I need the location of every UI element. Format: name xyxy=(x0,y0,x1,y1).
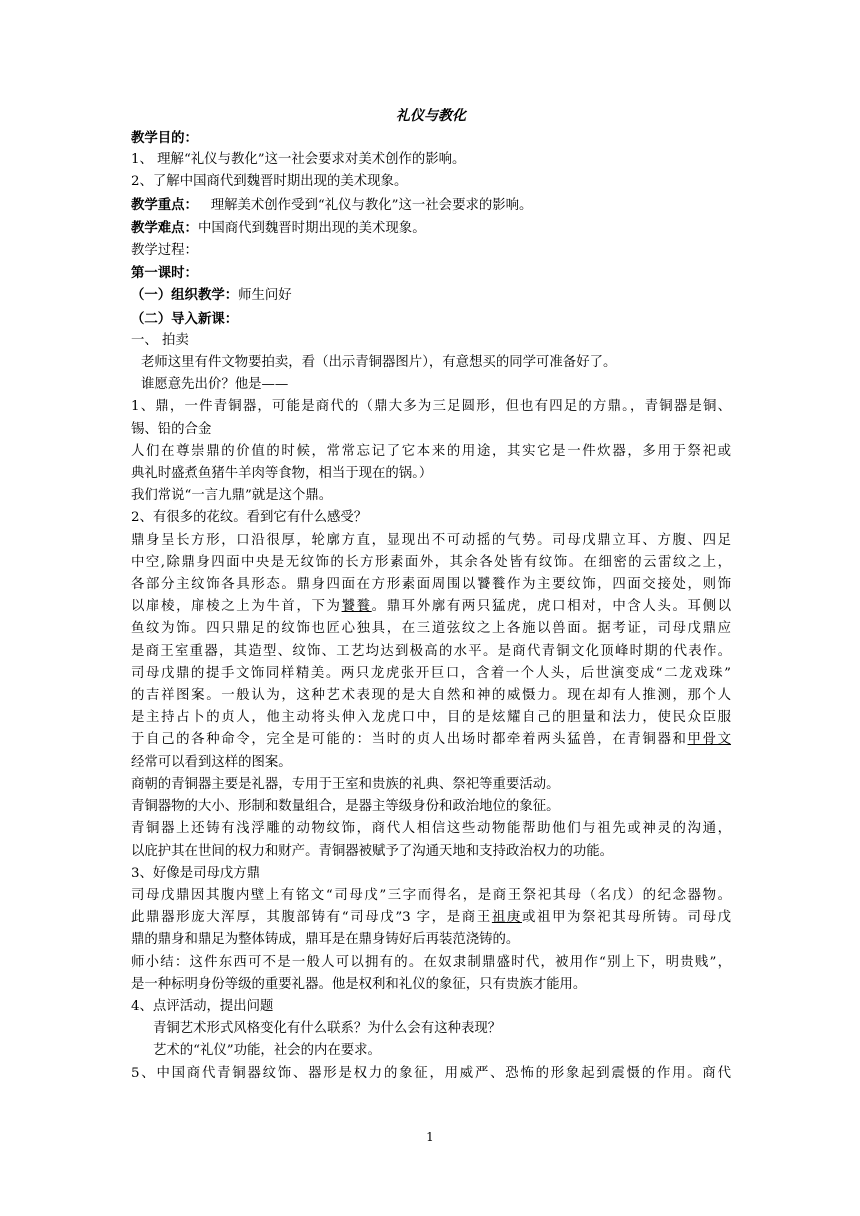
goal-item-1: 1、 理解“礼仪与教化”这一社会要求对美术创作的影响。 xyxy=(131,152,466,168)
item-1-line-5: 我们常说“一言九鼎”就是这个鼎。 xyxy=(131,488,333,504)
item-2-line-10 xyxy=(131,729,731,751)
document-title: 礼仪与教化 xyxy=(396,108,466,124)
item-1-line-3: 人们在尊崇鼎的价值的时候，常常忘记了它本来的用途，其实它是一件炊器，多用于祭祀或 xyxy=(131,443,731,459)
item-4-line-2: 艺术的“礼仪”功能，社会的内在要求。 xyxy=(153,1043,381,1059)
difficulty-line xyxy=(131,217,731,240)
item-2-line-10-a: 于自己的各种命令，完全是可能的：当时的贞人出场时都牵着两头猛兽，在青铜器和 xyxy=(131,732,688,748)
item-3-heading: 3、好像是司母戊方鼎 xyxy=(131,865,261,881)
item-2-line-9: 是主持占卜的贞人，他主动将头伸入龙虎口中，目的是炫耀自己的胆量和法力，使民众臣服 xyxy=(131,710,731,726)
item-5-line-1: 5、中国商代青铜器纹饰、器形是权力的象征，用威严、恐怖的形象起到震慑的作用。商代 xyxy=(131,1065,731,1081)
section-1-text: 师生问好 xyxy=(238,288,292,304)
key-point-text: 理解美术创作受到“礼仪与教化”这一社会要求的影响。 xyxy=(210,197,533,213)
section-1-line xyxy=(131,284,731,307)
item-2-line-14: 青铜器上还铸有浅浮雕的动物纹饰，商代人相信这些动物能帮助他们与祖先或神灵的沟通， xyxy=(131,821,731,837)
document-body xyxy=(131,105,731,1085)
item-2-line-3: 各部分主纹饰各具形态。鼎身四面在方形素面周围以饕餮作为主要纹饰，四面交接处，则饰 xyxy=(131,577,731,593)
auction-paragraph-2: 谁愿意先出价？他是—— xyxy=(141,377,289,393)
item-4-heading: 4、点评活动，提出问题 xyxy=(131,998,274,1014)
goal-item-2: 2、了解中国商代到魏晋时期出现的美术现象。 xyxy=(131,174,408,190)
zugeng-link[interactable]: 祖庚 xyxy=(491,910,522,926)
goal-heading: 教学目的： xyxy=(131,130,198,146)
item-2-line-13: 青铜器物的大小、形制和数量组合，是器主等级身份和政治地位的象征。 xyxy=(131,799,560,815)
key-point-line xyxy=(131,194,731,217)
difficulty-label: 教学难点： xyxy=(131,219,198,236)
difficulty-text: 中国商代到魏晋时期出现的美术现象。 xyxy=(197,220,426,236)
item-2-line-15: 以庇护其在世间的权力和财产。青铜器被赋予了沟通天地和支持政治权力的功能。 xyxy=(131,843,614,859)
item-3-line-2-a: 此鼎器形庞大浑厚，其腹部铸有“司母戊”3 字，是商王 xyxy=(131,910,492,926)
item-3-line-5: 是一种标明身份等级的重要礼器。他是权利和礼仪的象征，只有贵族才能用。 xyxy=(131,976,587,992)
auction-heading: 一、 拍卖 xyxy=(131,332,189,348)
item-4-line-1: 青铜艺术形式风格变化有什么联系？为什么会有这种表现？ xyxy=(153,1021,502,1037)
item-2-line-8: 的吉祥图案。一般认为，这种艺术表现的是大自然和神的威慑力。现在却有人推测，那个人 xyxy=(131,688,731,704)
section-1-label: （一）组织教学： xyxy=(131,287,239,304)
page-number: 1 xyxy=(426,1130,434,1144)
item-2-line-4-a: 以扉棱，扉棱之上为牛首，下为 xyxy=(131,599,342,615)
item-2-line-4-b: 。鼎耳外廓有两只猛虎，虎口相对，中含人头。耳侧以 xyxy=(371,599,732,615)
item-3-line-3: 鼎的鼎身和鼎足为整体铸成，鼎耳是在鼎身铸好后再装范浇铸的。 xyxy=(131,932,520,948)
item-3-line-4: 师小结：这件东西可不是一般人可以拥有的。在奴隶制鼎盛时代，被用作“别上下，明贵贱”， xyxy=(131,954,731,970)
item-3-line-2-b: 或祖甲为祭祀其母所铸。司母戊 xyxy=(521,910,732,926)
lesson-heading: 第一课时： xyxy=(131,265,198,282)
process-heading: 教学过程： xyxy=(131,243,198,259)
taotie-link[interactable]: 饕餮 xyxy=(341,599,372,615)
item-1-line-2: 锡、铅的合金 xyxy=(131,421,212,437)
item-2-line-1: 鼎身呈长方形，口沿很厚，轮廓方直，显现出不可动摇的气势。司母戊鼎立耳、方腹、四足 xyxy=(131,532,731,548)
item-2-line-2: 中空,除鼎身四面中央是无纹饰的长方形素面外，其余各处皆有纹饰。在细密的云雷纹之上， xyxy=(131,554,731,570)
item-2-heading: 2、有很多的花纹。看到它有什么感受？ xyxy=(131,510,368,526)
item-2-line-4 xyxy=(131,596,731,618)
item-2-line-12: 商朝的青铜器主要是礼器，专用于王室和贵族的礼典、祭祀等重要活动。 xyxy=(131,776,560,792)
item-3-line-1: 司母戊鼎因其腹内壁上有铭文“司母戊”三字而得名，是商王祭祀其母（名戊）的纪念器物。 xyxy=(131,887,731,903)
oracle-bone-link[interactable]: 甲骨文 xyxy=(687,732,732,748)
auction-paragraph-1: 老师这里有件文物要拍卖，看（出示青铜器图片），有意想买的同学可准备好了。 xyxy=(141,355,617,371)
item-2-line-6: 是商王室重器，其造型、纹饰、工艺均达到极高的水平。是商代青铜文化顶峰时期的代表作。 xyxy=(131,643,731,659)
item-2-line-7: 司母戊鼎的提手文饰同样精美。两只龙虎张开巨口，含着一个人头，后世演变成“二龙戏珠” xyxy=(131,665,731,681)
key-point-label: 教学重点： xyxy=(131,196,198,213)
item-1-line-1: 1、鼎，一件青铜器，可能是商代的（鼎大多为三足圆形，但也有四足的方鼎。，青铜器是铜、 xyxy=(131,399,731,415)
item-2-line-5: 鱼纹为饰。四只鼎足的纹饰也匠心独具，在三道弦纹之上各施以兽面。据考证，司母戊鼎应 xyxy=(131,621,731,637)
item-3-line-2 xyxy=(131,907,731,929)
item-1-line-4: 典礼时盛煮鱼猪牛羊肉等食物，相当于现在的锅。） xyxy=(131,466,433,482)
item-2-line-11: 经常可以看到这样的图案。 xyxy=(131,754,292,770)
section-2-heading: （二）导入新课： xyxy=(131,310,239,327)
